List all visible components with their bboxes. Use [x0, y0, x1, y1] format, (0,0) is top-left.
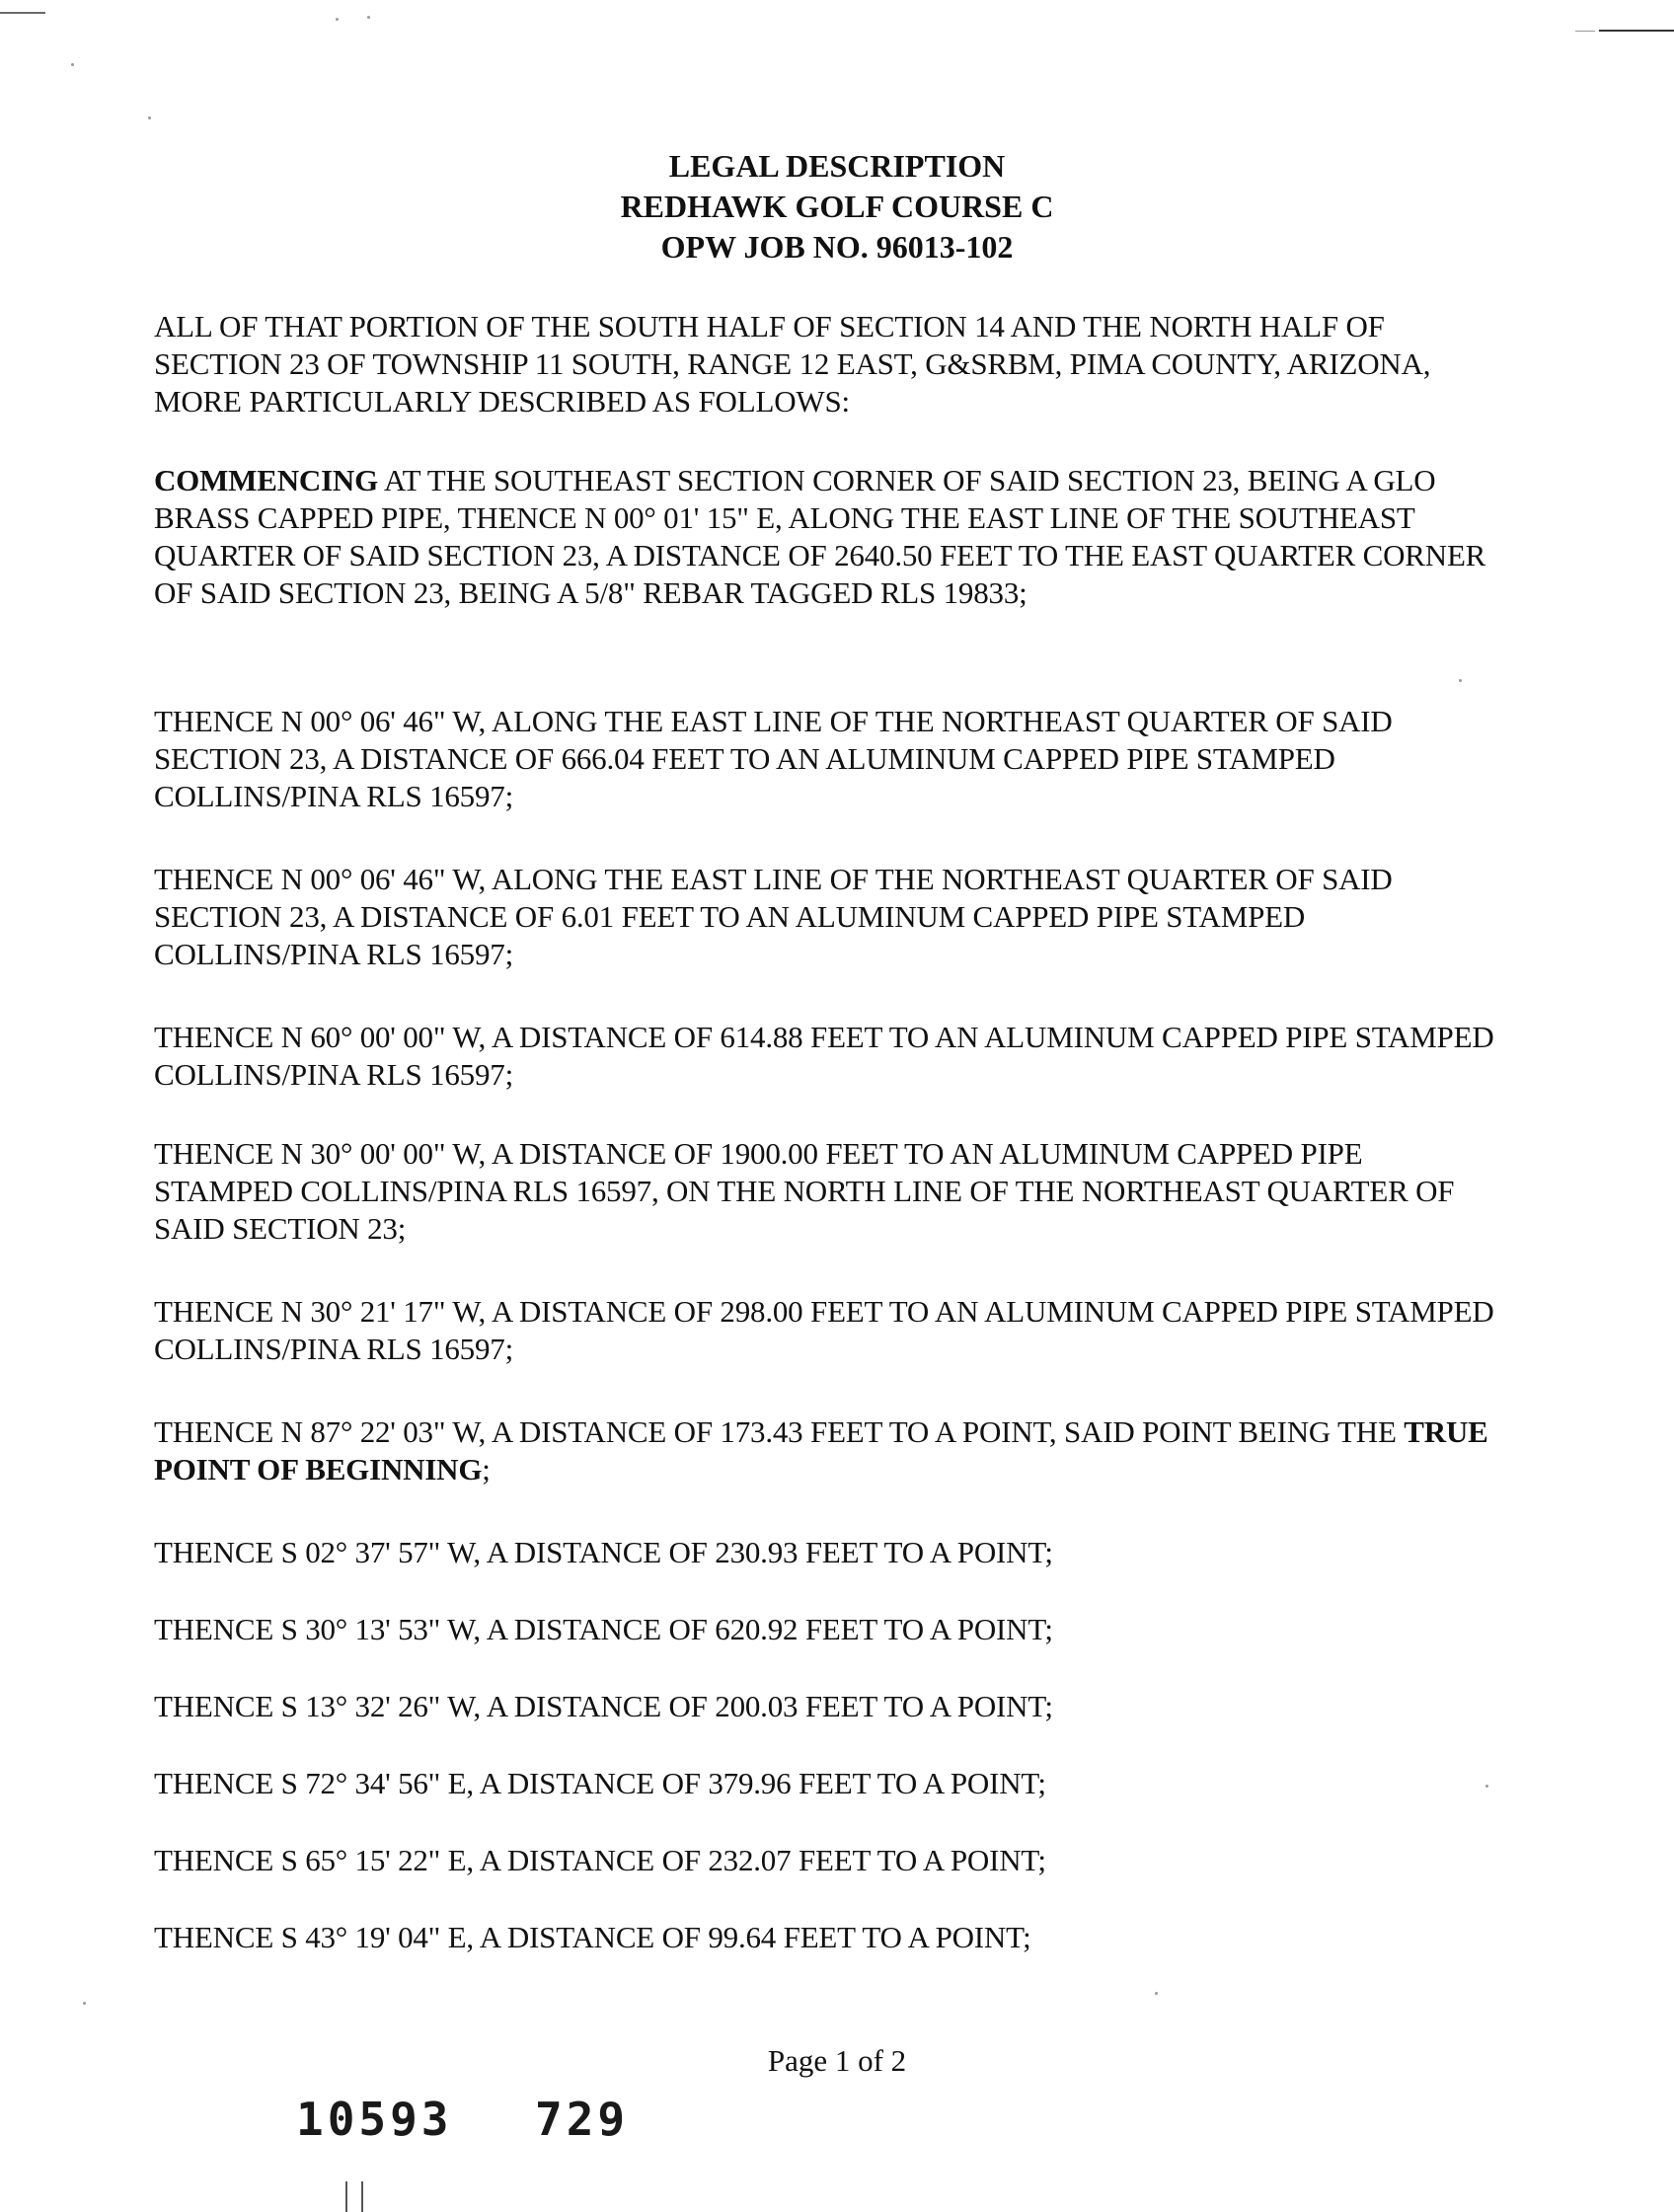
scan-speck [83, 2002, 86, 2005]
recording-docket-stamp: 10593 [296, 2093, 453, 2146]
scan-artifact-line [1599, 30, 1674, 32]
course-paragraph: THENCE N 00° 06' 46" W, ALONG THE EAST LINE OF THE NORTHEAST QUARTER OF SAID SECTION 23, A DISTANCE OF 666.04 FEET TO AN ALUMINUM CAPPED PIPE STAMPED COLLINS/PINA RLS 16597; [154, 704, 1393, 813]
boundary-course: THENCE S 72° 34' 56" E, A DISTANCE OF 379.96 FEET TO A POINT; [154, 1766, 1046, 1800]
boundary-course: THENCE S 13° 32' 26" W, A DISTANCE OF 200.03 FEET TO A POINT; [154, 1689, 1053, 1723]
scan-speck [367, 16, 370, 19]
scan-speck [148, 116, 151, 119]
commencing-keyword: COMMENCING [154, 463, 379, 497]
boundary-course: THENCE S 02° 37' 57" W, A DISTANCE OF 230.93 FEET TO A POINT; [154, 1535, 1053, 1569]
project-name: REDHAWK GOLF COURSE C [620, 189, 1054, 224]
scan-artifact-line [0, 12, 45, 14]
course-paragraph: THENCE N 30° 00' 00" W, A DISTANCE OF 1900.00 FEET TO AN ALUMINUM CAPPED PIPE STAMPED COLLINS/PINA RLS 16597, ON THE NORTH LINE OF THE NORTHEAST QUARTER OF SAID SECTION 23; [154, 1136, 1455, 1246]
boundary-course: THENCE S 30° 13' 53" W, A DISTANCE OF 620.92 FEET TO A POINT; [154, 1612, 1053, 1646]
job-number: OPW JOB NO. 96013-102 [660, 229, 1014, 265]
scan-artifact-tick [345, 2181, 347, 2212]
recording-page-stamp: 729 [535, 2093, 630, 2146]
scan-artifact-tick [361, 2181, 363, 2212]
scan-speck [336, 18, 339, 21]
page-number: Page 1 of 2 [767, 2043, 907, 2078]
scan-speck [71, 63, 74, 66]
tpob-text: THENCE N 87° 22' 03" W, A DISTANCE OF 173.43 FEET TO A POINT, SAID POINT BEING THE [154, 1414, 1405, 1449]
intro-paragraph: ALL OF THAT PORTION OF THE SOUTH HALF OF SECTION 14 AND THE NORTH HALF OF SECTION 23 OF TOWNSHIP 11 SOUTH, RANGE 12 EAST, G&SRBM, PIMA COUNTY, ARIZONA, MORE PARTICULARLY DESCRIBED AS FOLLOWS: [154, 309, 1431, 419]
true-point-of-beginning-paragraph [154, 1413, 1506, 1488]
tpob-terminator: ; [482, 1452, 491, 1487]
commencing-text: AT THE SOUTHEAST SECTION CORNER OF SAID SECTION 23, BEING A GLO BRASS CAPPED PIPE, THENCE N 00° 01' 15" E, ALONG THE EAST LINE OF THE SOUTHEAST QUARTER OF SAID SECTION 23, A DISTANCE OF 2640.50 FEET TO THE EAST QUARTER CORNER OF SAID SECTION 23, BEING A 5/8" REBAR TAGGED RLS 19833; [154, 463, 1486, 610]
commencing-paragraph [154, 462, 1506, 612]
course-paragraph: THENCE N 30° 21' 17" W, A DISTANCE OF 298.00 FEET TO AN ALUMINUM CAPPED PIPE STAMPED COLLINS/PINA RLS 16597; [154, 1294, 1494, 1366]
document-title: LEGAL DESCRIPTION [668, 148, 1006, 184]
boundary-course: THENCE S 65° 15' 22" E, A DISTANCE OF 232.07 FEET TO A POINT; [154, 1843, 1046, 1877]
boundary-course: THENCE S 43° 19' 04" E, A DISTANCE OF 99.64 FEET TO A POINT; [154, 1920, 1031, 1954]
document-header [0, 146, 1674, 267]
course-paragraph: THENCE N 60° 00' 00" W, A DISTANCE OF 614.88 FEET TO AN ALUMINUM CAPPED PIPE STAMPED COLLINS/PINA RLS 16597; [154, 1020, 1494, 1092]
course-paragraph: THENCE N 00° 06' 46" W, ALONG THE EAST LINE OF THE NORTHEAST QUARTER OF SAID SECTION 23, A DISTANCE OF 6.01 FEET TO AN ALUMINUM CAPPED PIPE STAMPED COLLINS/PINA RLS 16597; [154, 862, 1393, 971]
tpob-keyword: TRUE POINT OF BEGINNING [154, 1414, 1488, 1487]
scan-speck [1459, 679, 1462, 682]
scan-artifact-line [1575, 31, 1595, 32]
scan-speck [1155, 1992, 1158, 1995]
